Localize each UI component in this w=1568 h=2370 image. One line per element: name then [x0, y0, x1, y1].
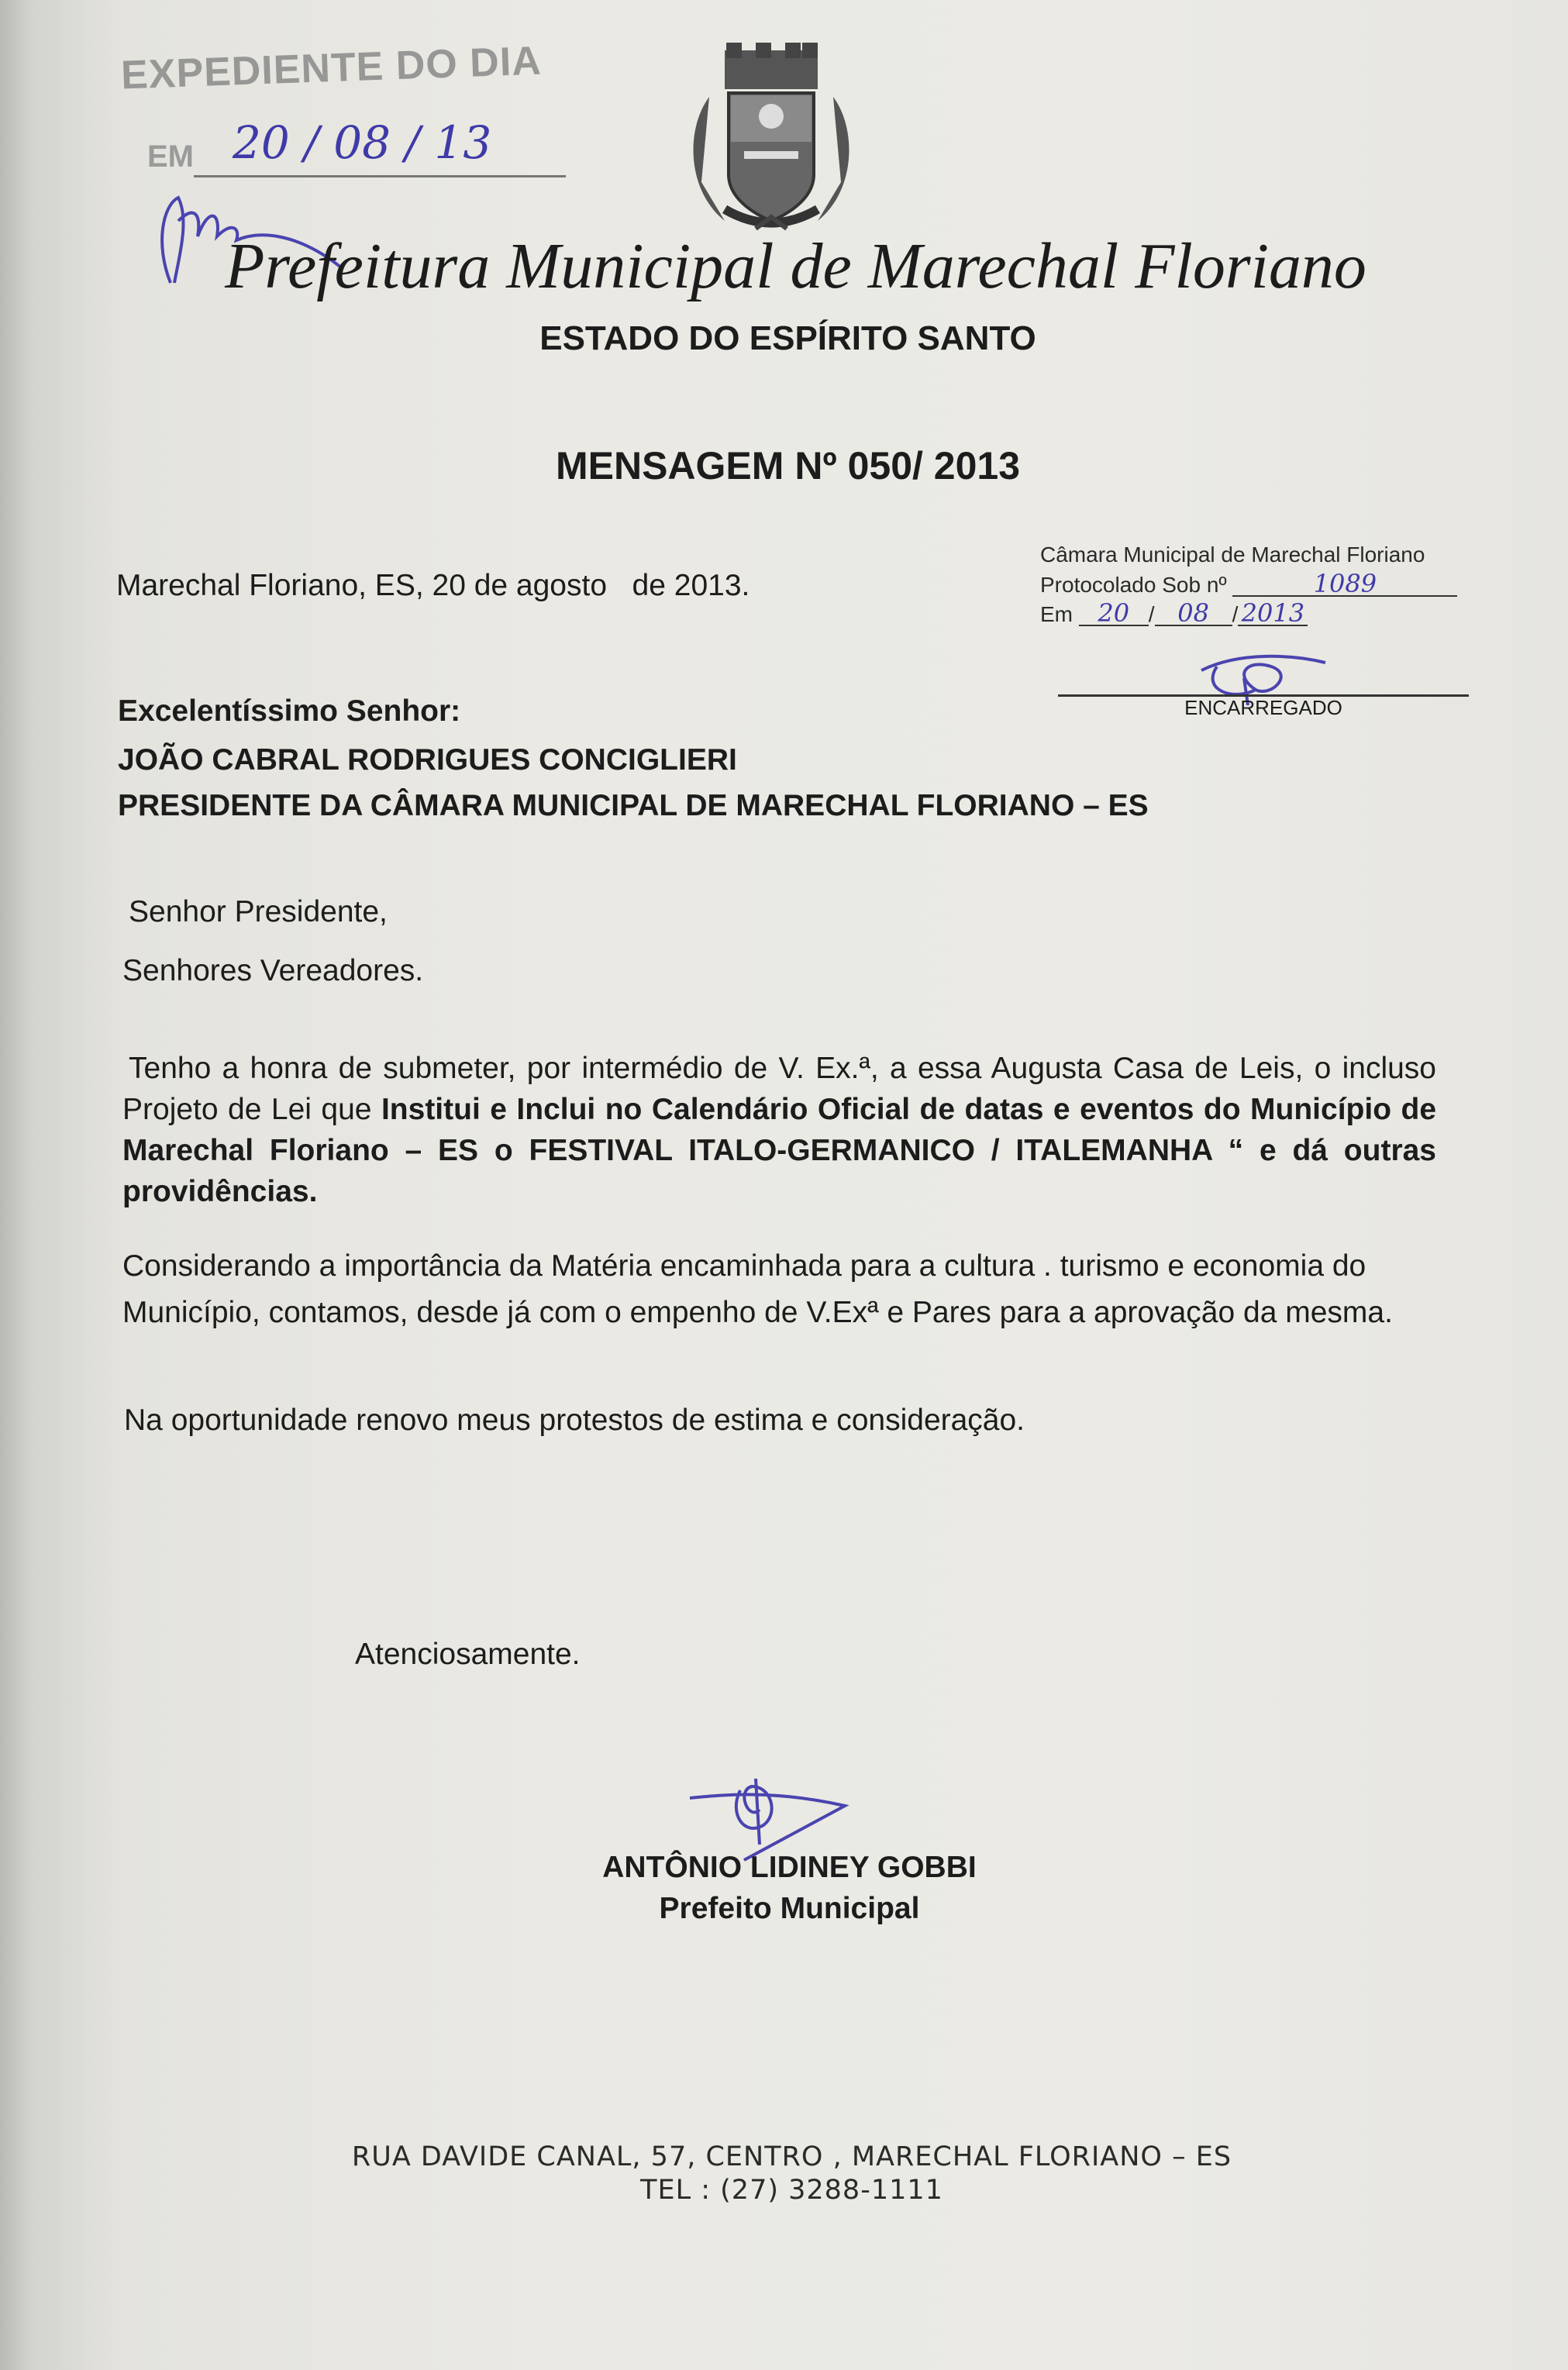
- paragraph-submission-bill: Institui e Inclui no Calendário Oficial de datas e eventos do Município de Marechal Floriano – ES o FESTIVAL ITALO-GERMANICO / ITALEMANHA “ e dá outras providências.: [122, 1093, 1437, 1208]
- footer-phone: TEL : (27) 3288-1111: [640, 2175, 943, 2206]
- expediente-stamp-title: EXPEDIENTE DO DIA: [120, 38, 543, 98]
- greeting-councillors: Senhores Vereadores.: [122, 954, 424, 987]
- header-subtitle: ESTADO DO ESPÍRITO SANTO: [539, 319, 1036, 357]
- paragraph-closing: Na oportunidade renovo meus protestos de estima e consideração.: [124, 1404, 1025, 1437]
- header-title: Prefeitura Municipal de Marechal Floriano: [225, 230, 1366, 302]
- closing: Atenciosamente.: [355, 1638, 581, 1671]
- footer-address: RUA DAVIDE CANAL, 57, CENTRO , MARECHAL FLORIANO – ES: [351, 2141, 1232, 2172]
- protocol-number: 1089: [1232, 572, 1457, 597]
- protocol-number-row: [1040, 569, 1505, 601]
- expediente-stamp-date: 20 / 08 / 13: [233, 116, 492, 169]
- greeting-president: Senhor Presidente,: [129, 895, 388, 928]
- place-date: Marechal Floriano, ES, 20 de agosto de 2013.: [116, 569, 750, 602]
- salutation: Excelentíssimo Senhor:: [118, 694, 461, 728]
- signer-title: Prefeito Municipal: [659, 1892, 920, 1925]
- protocol-stamp-heading: Câmara Municipal de Marechal Floriano: [1040, 543, 1425, 567]
- expediente-stamp-em: EM: [147, 140, 194, 174]
- protocol-signer-label: ENCARREGADO: [1184, 696, 1342, 719]
- recipient-name: JOÃO CABRAL RODRIGUES CONCIGLIERI: [118, 743, 737, 777]
- protocol-date-row: Em 20 / 08 / 2013: [1040, 601, 1505, 631]
- protocol-month: 08: [1155, 601, 1232, 626]
- message-number: MENSAGEM Nº 050/ 2013: [555, 444, 1021, 487]
- protocol-day: 20: [1079, 601, 1149, 626]
- municipal-crest-logo: [678, 43, 864, 244]
- protocol-stamp: [1040, 543, 1505, 631]
- recipient-title: PRESIDENTE DA CÂMARA MUNICIPAL DE MARECHAL FLORIANO – ES: [118, 789, 1149, 822]
- paragraph-submission: [122, 1048, 1436, 1212]
- protocol-year: 2013: [1238, 601, 1308, 626]
- protocol-em-label: Em: [1040, 602, 1073, 626]
- protocol-label: Protocolado Sob nº: [1040, 573, 1227, 597]
- paragraph-considering: Considerando a importância da Matéria encaminhada para a cultura . turismo e economia do Município, contamos, desde já com o empenho de V.Exª e Pares para a aprovação da mesma.: [122, 1249, 1393, 1329]
- paragraph-submission-text: Tenho a honra de submeter, por intermédio de V. Ex.ª, a essa Augusta Casa de Leis, o incluso Projeto de Lei que: [122, 1052, 1436, 1126]
- signer-name: ANTÔNIO LIDINEY GOBBI: [602, 1851, 977, 1884]
